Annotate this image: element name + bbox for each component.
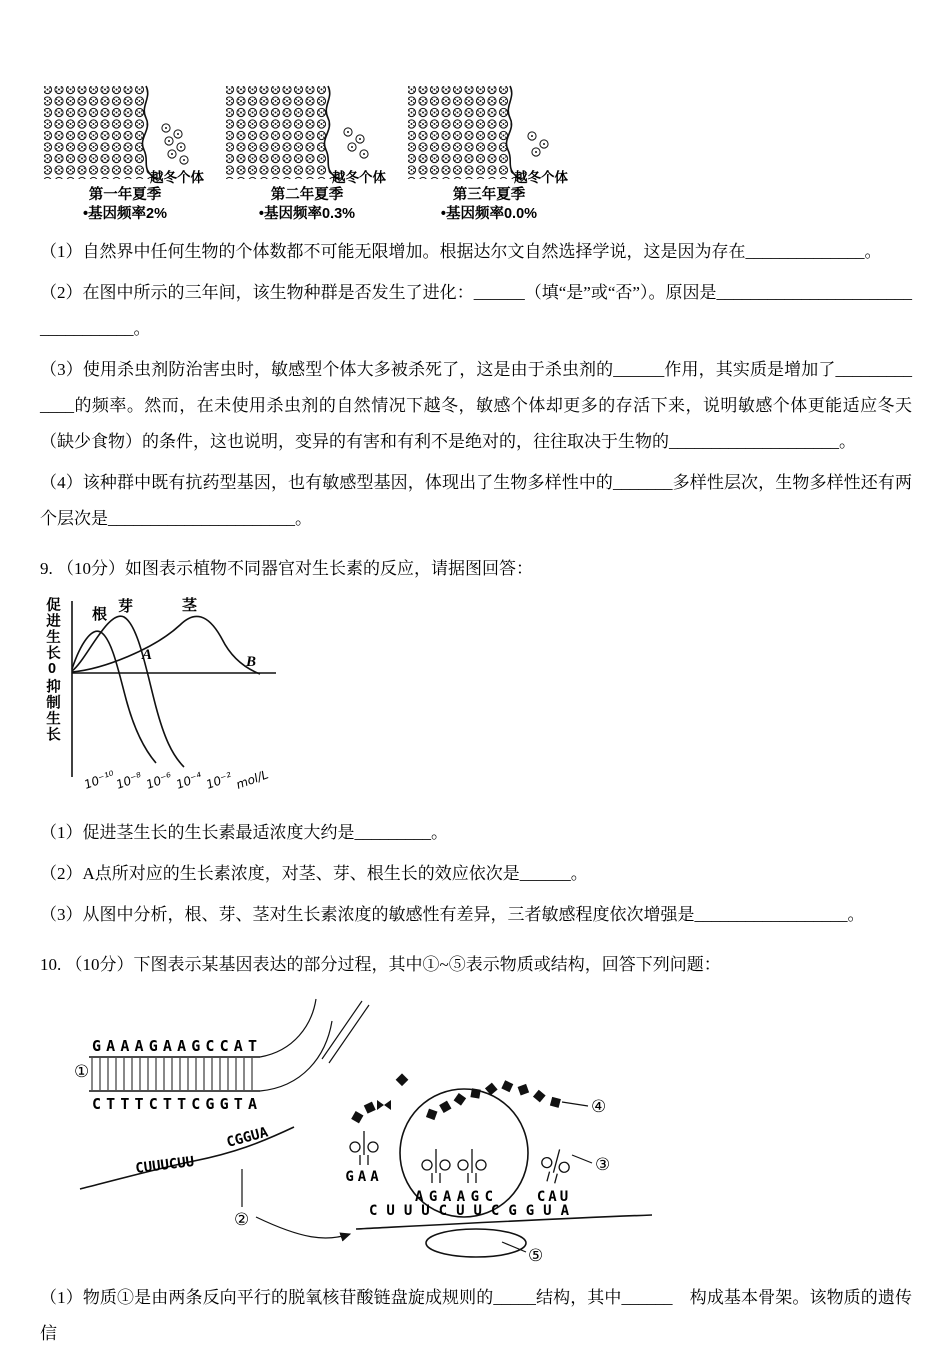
population-panel-graphic bbox=[42, 84, 208, 186]
q8-item-4: （4）该种群中既有抗药型基因，也有敏感型基因，体现出了生物多样性中的_______多样性层次，生物多样性还有两个层次是______________________。 bbox=[40, 472, 912, 528]
q8-item-2: （2）在图中所示的三年间，该生物种群是否发生了进化：______（填“是”或“否”）。原因是__________________________________。 bbox=[40, 282, 912, 338]
q8-item-1: （1）自然界中任何生物的个体数都不可能无限增加。根据达尔文自然选择学说，这是因为存在______________。 bbox=[40, 241, 882, 261]
anticodon-left: GAA bbox=[345, 1169, 383, 1186]
auxin-response-figure bbox=[42, 597, 912, 795]
overwinter-individuals bbox=[162, 124, 188, 164]
q9-item-2: （2）A点所对应的生长素浓度，对茎、芽、根生长的效应依次是______。 bbox=[40, 864, 588, 883]
auxin-graph bbox=[62, 597, 324, 795]
dna-strand-tail bbox=[322, 1001, 362, 1059]
overwinter-label: 越冬个体 bbox=[514, 170, 568, 185]
unit-label: mol/L bbox=[234, 767, 271, 792]
population-figure bbox=[42, 84, 912, 224]
frequency-caption: •基因频率0.3% bbox=[258, 205, 356, 222]
y-axis-bottom-label: 抑制生长 bbox=[44, 678, 60, 743]
amino-acid-chain bbox=[351, 1073, 561, 1123]
ribosome-small-subunit bbox=[426, 1229, 526, 1257]
label-4-pointer bbox=[562, 1102, 588, 1106]
dna-top-sequence: GAAAGAAGCCAT bbox=[92, 1037, 257, 1056]
season-caption: 第一年夏季 bbox=[88, 187, 162, 203]
stem-label: 茎 bbox=[182, 596, 198, 614]
season-caption: 第二年夏季 bbox=[270, 187, 344, 203]
frequency-caption: •基因频率2% bbox=[82, 205, 168, 222]
tick-label: 10⁻² bbox=[204, 769, 234, 792]
anticodon-middle: AGAAGC bbox=[415, 1189, 493, 1206]
trna-middle-pair bbox=[415, 1149, 493, 1205]
overwinter-individuals bbox=[528, 132, 548, 156]
population-panel-year1 bbox=[42, 84, 208, 224]
bud-label: 芽 bbox=[118, 597, 134, 615]
q10-heading: 10. （10分）下图表示某基因表达的部分过程，其中①~⑤表示物质或结构，回答下列问题： bbox=[40, 955, 721, 975]
tick-label: 10⁻⁴ bbox=[174, 769, 204, 792]
label-1: ① bbox=[74, 1062, 90, 1083]
mrna-seq-part2: CGGUA bbox=[224, 1124, 270, 1151]
dna-bottom-sequence: CTTTCTTCGGTA bbox=[92, 1095, 257, 1114]
amino-acid-bowtie bbox=[377, 1100, 391, 1110]
x-axis-ticks bbox=[82, 767, 270, 791]
q8-item-3: （3）使用杀虫剂防治害虫时，敏感型个体大多被杀死了，这是由于杀虫剂的______作用，其实质是增加了_____________的频率。然而，在未使用杀虫剂的自然情况下越冬，敏感个体却更多的存活下来，说明敏感个体更能适应冬天（缺少食物）的条件，这也说明，变异的有害和有利不是绝对的，往往取决于生物的____________________。 bbox=[40, 359, 912, 451]
label-2: ② bbox=[234, 1210, 250, 1231]
point-b-label: B bbox=[246, 653, 257, 670]
mrna-seq-part1: CUUUCUU bbox=[134, 1153, 196, 1178]
q9-item-3: （3）从图中分析，根、芽、茎对生长素浓度的敏感性有差异，三者敏感程度依次增强是__________________。 bbox=[40, 905, 865, 925]
y-axis-zero-label: 0 bbox=[44, 660, 60, 679]
population-panel-graphic bbox=[406, 84, 572, 186]
overwinter-individuals bbox=[344, 128, 368, 158]
tick-label: 10⁻⁶ bbox=[144, 769, 174, 792]
dna-double-helix bbox=[89, 999, 369, 1113]
population-panel-graphic bbox=[224, 84, 390, 186]
label-5-pointer bbox=[502, 1242, 526, 1252]
y-axis-top-label: 促进生长 bbox=[44, 596, 60, 661]
bud-curve bbox=[72, 616, 184, 767]
translation-arrow bbox=[256, 1217, 350, 1238]
gene-expression-graphic bbox=[64, 995, 664, 1267]
anticodon-right: CAU bbox=[536, 1189, 572, 1206]
mrna-bottom-strand bbox=[356, 1203, 652, 1266]
overwinter-label: 越冬个体 bbox=[150, 170, 204, 185]
trna-right bbox=[537, 1146, 573, 1205]
label-4: ④ bbox=[591, 1097, 607, 1118]
gene-expression-figure bbox=[64, 995, 912, 1272]
y-axis-label bbox=[42, 597, 62, 787]
q9-heading: 9. （10分）如图表示植物不同器官对生长素的反应，请据图回答： bbox=[40, 558, 533, 578]
label-5: ⑤ bbox=[528, 1246, 544, 1267]
root-label: 根 bbox=[92, 605, 108, 623]
stem-curve bbox=[72, 616, 260, 674]
base-pair-rungs bbox=[91, 1058, 258, 1090]
q10-item-1: （1）物质①是由两条反向平行的脱氧核苷酸链盘旋成规则的_____结构，其中______ 构成基本骨架。该物质的遗传信 bbox=[40, 1288, 912, 1344]
tick-label: 10⁻⁸ bbox=[114, 769, 144, 792]
population-panel-year2 bbox=[224, 84, 390, 224]
trna-left bbox=[345, 1131, 382, 1185]
overwinter-label: 越冬个体 bbox=[332, 170, 386, 185]
season-caption: 第三年夏季 bbox=[452, 187, 526, 203]
q9-item-1: （1）促进茎生长的生长素最适浓度大约是_________。 bbox=[40, 822, 448, 842]
point-a-label: A bbox=[142, 646, 153, 663]
frequency-caption: •基因频率0.0% bbox=[440, 205, 538, 222]
label-3: ③ bbox=[595, 1155, 611, 1176]
dna-strand-tail bbox=[329, 1005, 369, 1063]
population-panel-year3 bbox=[406, 84, 572, 224]
label-3-pointer bbox=[572, 1155, 592, 1163]
mrna-bottom-sequence: CUUUCUUCGGUA bbox=[369, 1203, 569, 1220]
mrna-transcript bbox=[80, 1124, 350, 1238]
tick-label: 10⁻¹⁰ bbox=[82, 767, 117, 792]
